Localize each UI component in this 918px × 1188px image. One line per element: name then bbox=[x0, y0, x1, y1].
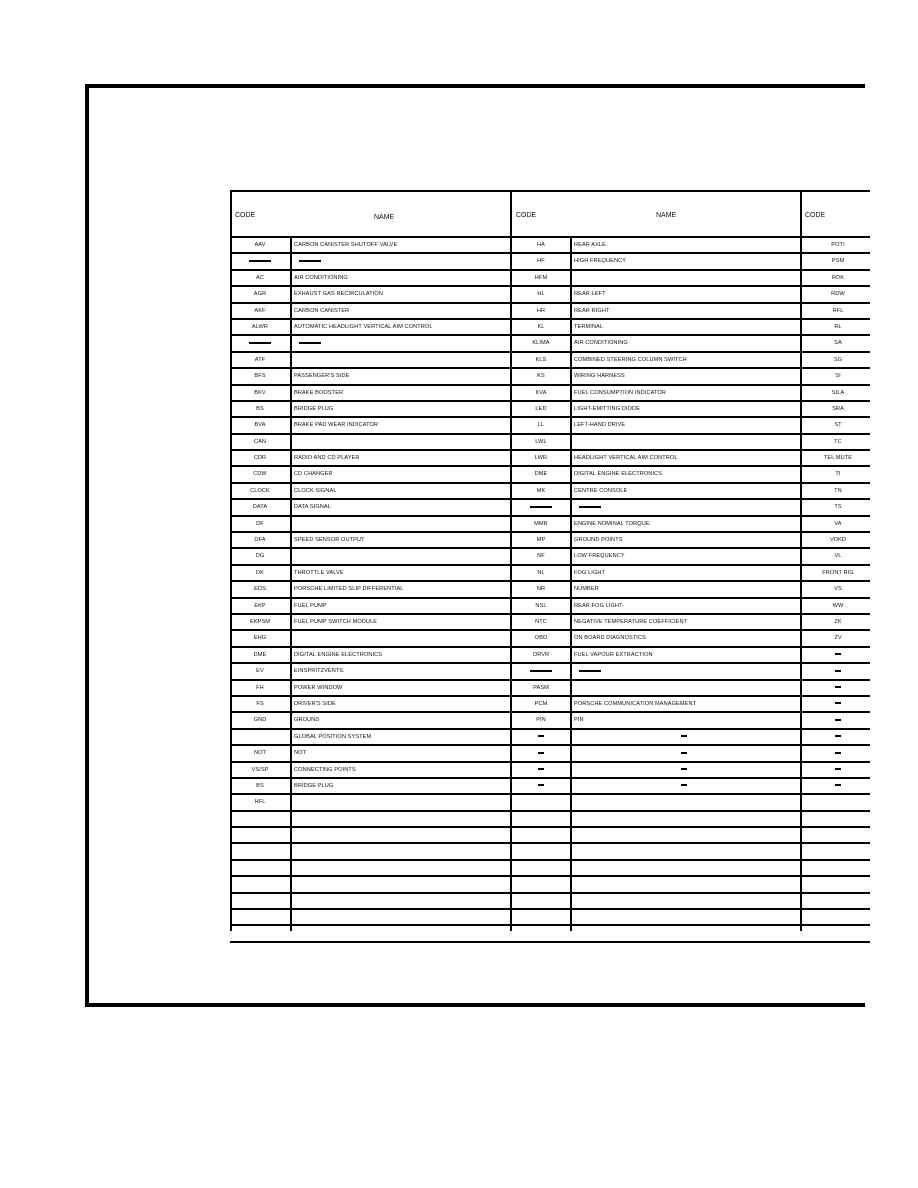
cell-name1: SPEED SENSOR OUTPUT bbox=[294, 537, 365, 544]
cell-code1: BFS bbox=[254, 373, 266, 380]
cell-name2 bbox=[571, 730, 799, 744]
cell-name2 bbox=[571, 795, 799, 809]
cell-name1 bbox=[291, 631, 509, 645]
cell-code1: AKF bbox=[254, 307, 266, 314]
cell-code1: ATF bbox=[254, 356, 266, 363]
table-row bbox=[230, 386, 870, 402]
cell-name1: EXHAUST GAS RECIRCULATION bbox=[294, 291, 384, 298]
cell-code2 bbox=[511, 664, 571, 678]
cell-code3 bbox=[802, 894, 874, 908]
table-row bbox=[230, 877, 870, 893]
cell-code1: BKV bbox=[254, 389, 266, 396]
cell-code3: POTI bbox=[831, 242, 845, 248]
cell-code2: DME bbox=[534, 471, 548, 478]
cell-name1: BRIDGE PLUG bbox=[294, 405, 334, 412]
cell-name1: BRAKE BOOSTER bbox=[294, 389, 344, 396]
cell-name1 bbox=[291, 517, 509, 531]
cell-code2: HA bbox=[537, 242, 545, 248]
cell-name1: CD CHANGER bbox=[294, 471, 333, 478]
cell-code2 bbox=[511, 746, 571, 760]
cell-name1 bbox=[291, 795, 509, 809]
dash-mark bbox=[538, 735, 544, 737]
cell-name2: REAR LEFT bbox=[574, 291, 606, 298]
cell-code2: KL bbox=[537, 323, 545, 330]
cell-name2: GROUND POINTS bbox=[574, 537, 623, 544]
table-row bbox=[230, 484, 870, 500]
cell-code1: CDR bbox=[253, 455, 267, 462]
cell-name1: AUTOMATIC HEADLIGHT VERTICAL AIM CONTROL bbox=[294, 323, 433, 330]
table-row bbox=[230, 730, 870, 746]
table-row bbox=[230, 926, 870, 942]
cell-code3: SA bbox=[834, 340, 842, 347]
cell-code2 bbox=[511, 861, 571, 875]
dash-mark bbox=[530, 506, 552, 508]
header-code-2: CODE bbox=[516, 212, 537, 219]
header-code-3: CODE bbox=[805, 212, 826, 219]
cell-name1: CARBON CANISTER bbox=[294, 307, 350, 314]
cell-code2: NF bbox=[537, 553, 545, 560]
cell-code1: ALWR bbox=[251, 323, 269, 330]
cell-name1: CLOCK SIGNAL bbox=[294, 487, 337, 494]
cell-code1 bbox=[230, 861, 290, 875]
column-divider-section1 bbox=[510, 190, 512, 931]
cell-name1 bbox=[291, 435, 509, 449]
table-left-border bbox=[230, 190, 232, 931]
cell-code2: LWR bbox=[534, 455, 548, 462]
dash-mark bbox=[681, 768, 687, 770]
table-row bbox=[230, 894, 870, 910]
cell-code3 bbox=[802, 812, 874, 826]
cell-code2: LWL bbox=[535, 438, 547, 445]
table-row bbox=[230, 287, 870, 303]
cell-code3: SILA bbox=[831, 389, 845, 396]
cell-code3 bbox=[802, 779, 874, 793]
cell-code2 bbox=[511, 894, 571, 908]
table-body bbox=[230, 238, 870, 943]
cell-code1: FH bbox=[256, 684, 264, 691]
cell-code1: EKP bbox=[254, 602, 266, 609]
table-row bbox=[230, 746, 870, 762]
cell-code1: AAV bbox=[254, 242, 266, 248]
cell-code2: PCM bbox=[534, 700, 548, 707]
cell-code3: VA bbox=[834, 520, 842, 527]
cell-code3: TI bbox=[835, 471, 841, 478]
cell-name1: FUEL PUMP SWITCH MODULE bbox=[294, 618, 378, 625]
cell-name1 bbox=[291, 894, 509, 908]
dash-mark bbox=[835, 702, 841, 704]
cell-code1 bbox=[230, 730, 290, 744]
cell-code2: NL bbox=[537, 569, 545, 576]
dash-mark bbox=[579, 506, 601, 508]
table-row bbox=[230, 566, 870, 582]
cell-code3: ZK bbox=[834, 618, 842, 625]
table-row bbox=[230, 648, 870, 664]
cell-code2 bbox=[511, 844, 571, 858]
cell-name1: BRIDGE PLUG bbox=[294, 782, 334, 789]
cell-name2: FUEL CONSUMPTION INDICATOR bbox=[574, 389, 667, 396]
dash-mark bbox=[249, 342, 271, 344]
cell-name2 bbox=[571, 763, 799, 777]
cell-name2 bbox=[571, 664, 799, 678]
cell-code1: EV bbox=[256, 668, 264, 675]
table-row bbox=[230, 238, 870, 254]
table-row bbox=[230, 812, 870, 828]
cell-code2 bbox=[511, 877, 571, 891]
table-row bbox=[230, 615, 870, 631]
dash-mark bbox=[835, 670, 841, 672]
cell-name2 bbox=[571, 861, 799, 875]
cell-code3: TC bbox=[834, 438, 842, 445]
cell-code2: HL bbox=[537, 291, 545, 298]
cell-name1 bbox=[291, 877, 509, 891]
table-row bbox=[230, 402, 870, 418]
dash-mark bbox=[299, 342, 321, 344]
cell-code2: LL bbox=[537, 422, 545, 429]
abbreviation-table bbox=[230, 190, 870, 943]
cell-name1 bbox=[291, 828, 509, 842]
cell-name1: FUEL PUMP bbox=[294, 602, 327, 609]
cell-code3: VL bbox=[834, 553, 842, 560]
cell-name2 bbox=[571, 681, 799, 695]
cell-code1: GND bbox=[253, 717, 267, 724]
cell-code3 bbox=[802, 763, 874, 777]
cell-code1: AGR bbox=[253, 291, 267, 298]
cell-code3 bbox=[802, 877, 874, 891]
table-row bbox=[230, 779, 870, 795]
header-code-1: CODE bbox=[235, 212, 256, 219]
table-row bbox=[230, 517, 870, 533]
table-row bbox=[230, 271, 870, 287]
cell-name2: FUEL VAPOUR EXTRACTION bbox=[574, 651, 653, 658]
cell-name1: BRAKE PAD WEAR INDICATOR bbox=[294, 422, 379, 429]
table-row bbox=[230, 844, 870, 860]
cell-code3: TEL MUTE bbox=[823, 455, 853, 462]
cell-code1 bbox=[230, 254, 290, 268]
dash-mark bbox=[299, 260, 321, 262]
cell-name2: CENTRE CONSOLE bbox=[574, 487, 628, 494]
cell-code3: TS bbox=[834, 504, 842, 511]
cell-code1: EHG bbox=[253, 635, 267, 642]
cell-code1: BS bbox=[256, 782, 264, 789]
cell-code3: PSM bbox=[831, 258, 845, 265]
cell-code3 bbox=[802, 926, 874, 940]
cell-name1: PORSCHE LIMITED SLIP DIFFERENTIAL bbox=[294, 586, 404, 593]
cell-code2: PIN bbox=[536, 717, 546, 724]
cell-code3: ZV bbox=[834, 635, 842, 642]
cell-code3 bbox=[802, 795, 874, 809]
cell-code3: RDW bbox=[831, 291, 845, 298]
dash-mark bbox=[530, 670, 552, 672]
table-row bbox=[230, 467, 870, 483]
table-row bbox=[230, 664, 870, 680]
cell-code1: CLOCK bbox=[250, 487, 270, 494]
cell-name2: PORSCHE COMMUNICATION MANAGEMENT bbox=[574, 700, 697, 707]
dash-mark bbox=[835, 686, 841, 688]
cell-code2: MP bbox=[536, 537, 546, 544]
cell-name2: FOG LIGHT bbox=[574, 569, 606, 576]
cell-code1: DME bbox=[253, 651, 267, 658]
cell-code2: KVA bbox=[535, 389, 547, 396]
table-row bbox=[230, 304, 870, 320]
cell-code3: SRA bbox=[832, 405, 844, 412]
cell-code2 bbox=[511, 926, 571, 940]
column-divider-code1 bbox=[290, 238, 292, 931]
cell-code2: HR bbox=[536, 307, 546, 314]
cell-name2: LOW FREQUENCY bbox=[574, 553, 625, 560]
header-name-2: NAME bbox=[656, 212, 677, 219]
cell-name1 bbox=[291, 812, 509, 826]
cell-code2: KLS bbox=[535, 356, 547, 363]
cell-code1 bbox=[230, 910, 290, 924]
cell-code1: DG bbox=[255, 553, 265, 560]
cell-code1: NOT bbox=[253, 750, 267, 757]
cell-name1: POWER WINDOW bbox=[294, 684, 343, 691]
table-row bbox=[230, 254, 870, 270]
cell-code3: ST bbox=[834, 422, 842, 429]
cell-name1: GLOBAL POSITION SYSTEM bbox=[294, 733, 372, 740]
cell-name2: LIGHT-EMITTING DIODE bbox=[574, 405, 641, 412]
cell-name1 bbox=[291, 254, 509, 268]
table-row bbox=[230, 713, 870, 729]
table-row bbox=[230, 599, 870, 615]
cell-code3 bbox=[802, 664, 874, 678]
table-row bbox=[230, 861, 870, 877]
cell-name1: CONNECTING POINTS bbox=[294, 766, 356, 773]
cell-code1: DATA bbox=[252, 504, 268, 511]
cell-name2: HIGH FREQUENCY bbox=[574, 258, 627, 265]
cell-name1: THROTTLE VALVE bbox=[294, 569, 344, 576]
cell-code1 bbox=[230, 877, 290, 891]
cell-name2: LEFT-HAND DRIVE bbox=[574, 422, 626, 429]
cell-code3 bbox=[802, 910, 874, 924]
cell-code3: VS bbox=[834, 586, 842, 593]
cell-name1 bbox=[291, 336, 509, 350]
cell-name1: DATA SIGNAL bbox=[294, 504, 331, 511]
table-row bbox=[230, 533, 870, 549]
dash-mark bbox=[681, 784, 687, 786]
cell-name2 bbox=[571, 746, 799, 760]
cell-code1: DFA bbox=[254, 537, 266, 544]
cell-code3: SI bbox=[835, 373, 841, 380]
dash-mark bbox=[538, 784, 544, 786]
cell-name2 bbox=[571, 926, 799, 940]
cell-name1: RADIO AND CD PLAYER bbox=[294, 455, 360, 462]
dash-mark bbox=[538, 752, 544, 754]
table-row bbox=[230, 353, 870, 369]
cell-code3 bbox=[802, 697, 874, 711]
cell-name2 bbox=[571, 894, 799, 908]
cell-name2: WIRING HARNESS bbox=[574, 373, 625, 380]
table-row bbox=[230, 320, 870, 336]
cell-name2: ON BOARD DIAGNOSTICS bbox=[574, 635, 646, 642]
column-divider-section2 bbox=[800, 190, 802, 931]
cell-code1 bbox=[230, 894, 290, 908]
cell-code2 bbox=[511, 795, 571, 809]
cell-code2: MK bbox=[536, 487, 546, 494]
cell-code3: WW bbox=[832, 602, 844, 609]
table-header-row bbox=[230, 190, 870, 238]
cell-name1 bbox=[291, 910, 509, 924]
table-row bbox=[230, 418, 870, 434]
table-row bbox=[230, 500, 870, 516]
cell-code3 bbox=[802, 730, 874, 744]
dash-mark bbox=[681, 735, 687, 737]
cell-code3 bbox=[802, 713, 874, 727]
dash-mark bbox=[835, 735, 841, 737]
cell-code3 bbox=[802, 861, 874, 875]
cell-code3: TN bbox=[834, 487, 842, 494]
cell-name2 bbox=[571, 271, 799, 285]
cell-name2: TERMINAL bbox=[574, 323, 604, 330]
header-name-1: NAME bbox=[374, 214, 395, 221]
cell-name2 bbox=[571, 500, 799, 514]
cell-name2: NEGATIVE TEMPERATURE COEFFICIENT bbox=[574, 618, 688, 625]
dash-mark bbox=[835, 784, 841, 786]
cell-code1: HFL bbox=[254, 799, 266, 806]
cell-code1: CAN bbox=[253, 438, 267, 445]
table-row bbox=[230, 549, 870, 565]
cell-code2: HF bbox=[537, 258, 545, 265]
cell-code2: NTC bbox=[535, 618, 547, 625]
dash-mark bbox=[835, 768, 841, 770]
cell-code1: BVA bbox=[254, 422, 266, 429]
table-row bbox=[230, 336, 870, 352]
cell-name1: PASSENGER'S SIDE bbox=[294, 373, 350, 380]
cell-code3: VDKD bbox=[830, 537, 846, 544]
cell-name1 bbox=[291, 861, 509, 875]
cell-code1: DF bbox=[256, 520, 264, 527]
cell-code2: KS bbox=[537, 373, 545, 380]
cell-name2 bbox=[571, 910, 799, 924]
column-divider-code2 bbox=[570, 238, 572, 931]
cell-code1: CDW bbox=[253, 471, 267, 478]
cell-name2: REAR RIGHT bbox=[574, 307, 610, 314]
cell-name1 bbox=[291, 926, 509, 940]
cell-name1: EINSPRITZVENTIL bbox=[294, 668, 345, 675]
dash-mark bbox=[579, 670, 601, 672]
cell-name2 bbox=[571, 812, 799, 826]
cell-code1: AC bbox=[256, 274, 264, 281]
cell-code2 bbox=[511, 500, 571, 514]
dash-mark bbox=[681, 752, 687, 754]
cell-name2 bbox=[571, 435, 799, 449]
cell-code1 bbox=[230, 926, 290, 940]
cell-name1: DIGITAL ENGINE ELECTRONICS bbox=[294, 651, 383, 658]
cell-code1 bbox=[230, 336, 290, 350]
cell-name2 bbox=[571, 877, 799, 891]
cell-code2: NR bbox=[536, 586, 546, 593]
cell-code3 bbox=[802, 828, 874, 842]
dash-mark bbox=[835, 719, 841, 721]
table-row bbox=[230, 828, 870, 844]
cell-code2: ORVR bbox=[532, 651, 550, 658]
table-row bbox=[230, 910, 870, 926]
cell-code3: FRONT RIG bbox=[822, 569, 854, 576]
cell-code3 bbox=[802, 746, 874, 760]
cell-code1: EDS bbox=[254, 586, 266, 593]
cell-code3: SG bbox=[833, 356, 843, 363]
table-row bbox=[230, 631, 870, 647]
table-row bbox=[230, 681, 870, 697]
cell-code2 bbox=[511, 763, 571, 777]
cell-name1 bbox=[291, 549, 509, 563]
cell-name1: CARBON CANISTER SHUTOFF VALVE bbox=[294, 242, 398, 248]
cell-name2: HEADLIGHT VERTICAL AIM CONTROL bbox=[574, 455, 678, 462]
cell-name2: PIN bbox=[574, 717, 584, 724]
table-row bbox=[230, 795, 870, 811]
dash-mark bbox=[835, 752, 841, 754]
cell-code2: NSL bbox=[535, 602, 547, 609]
cell-code1 bbox=[230, 844, 290, 858]
cell-name2 bbox=[571, 844, 799, 858]
table-row bbox=[230, 697, 870, 713]
cell-code2: KLIMA bbox=[532, 340, 550, 347]
cell-code2: OBD bbox=[534, 635, 548, 642]
cell-name1: AIR CONDITIONING bbox=[294, 274, 348, 281]
cell-name1 bbox=[291, 353, 509, 367]
cell-name2: AIR CONDITIONING bbox=[574, 340, 628, 347]
dash-mark bbox=[538, 768, 544, 770]
cell-code2 bbox=[511, 910, 571, 924]
table-row bbox=[230, 451, 870, 467]
cell-code1: VS/SP bbox=[251, 766, 269, 773]
table-row bbox=[230, 763, 870, 779]
cell-code1: EKPSM bbox=[249, 618, 271, 625]
cell-name2: NUMBER bbox=[574, 586, 599, 593]
cell-name2: ENGINE NOMINAL TORQUE bbox=[574, 520, 650, 527]
dash-mark bbox=[249, 260, 271, 262]
cell-code3: RL bbox=[834, 323, 842, 330]
cell-code2: HFM bbox=[534, 274, 548, 281]
cell-code2: PASM bbox=[533, 684, 549, 691]
cell-code2 bbox=[511, 779, 571, 793]
table-row bbox=[230, 582, 870, 598]
cell-name2: DIGITAL ENGINE ELECTRONICS bbox=[574, 471, 663, 478]
cell-name2: REAR AXLE bbox=[574, 242, 606, 248]
cell-name1: GROUND bbox=[294, 717, 320, 724]
cell-code1: FS bbox=[256, 700, 264, 707]
cell-code1: DK bbox=[256, 569, 264, 576]
cell-name1 bbox=[291, 844, 509, 858]
cell-code1 bbox=[230, 828, 290, 842]
cell-code3 bbox=[802, 844, 874, 858]
cell-name2 bbox=[571, 779, 799, 793]
cell-code3 bbox=[802, 681, 874, 695]
cell-code3: RFL bbox=[832, 307, 844, 314]
cell-name1: DRIVER'S SIDE bbox=[294, 700, 336, 707]
cell-code2: MMR bbox=[534, 520, 548, 527]
dash-mark bbox=[835, 653, 841, 655]
cell-code1: BS bbox=[256, 405, 264, 412]
cell-code1 bbox=[230, 812, 290, 826]
cell-name1: NOT bbox=[294, 750, 307, 757]
cell-code2 bbox=[511, 828, 571, 842]
table-row bbox=[230, 369, 870, 385]
cell-code2 bbox=[511, 812, 571, 826]
cell-code3: RDK bbox=[831, 274, 845, 281]
cell-name2: REAR FOG LIGHT- bbox=[574, 602, 625, 609]
cell-name2: COMBINED STEERING COLUMN SWITCH bbox=[574, 356, 687, 363]
cell-code2 bbox=[511, 730, 571, 744]
table-row bbox=[230, 435, 870, 451]
cell-code2: LED bbox=[535, 405, 547, 412]
cell-name2 bbox=[571, 828, 799, 842]
cell-code3 bbox=[802, 648, 874, 662]
